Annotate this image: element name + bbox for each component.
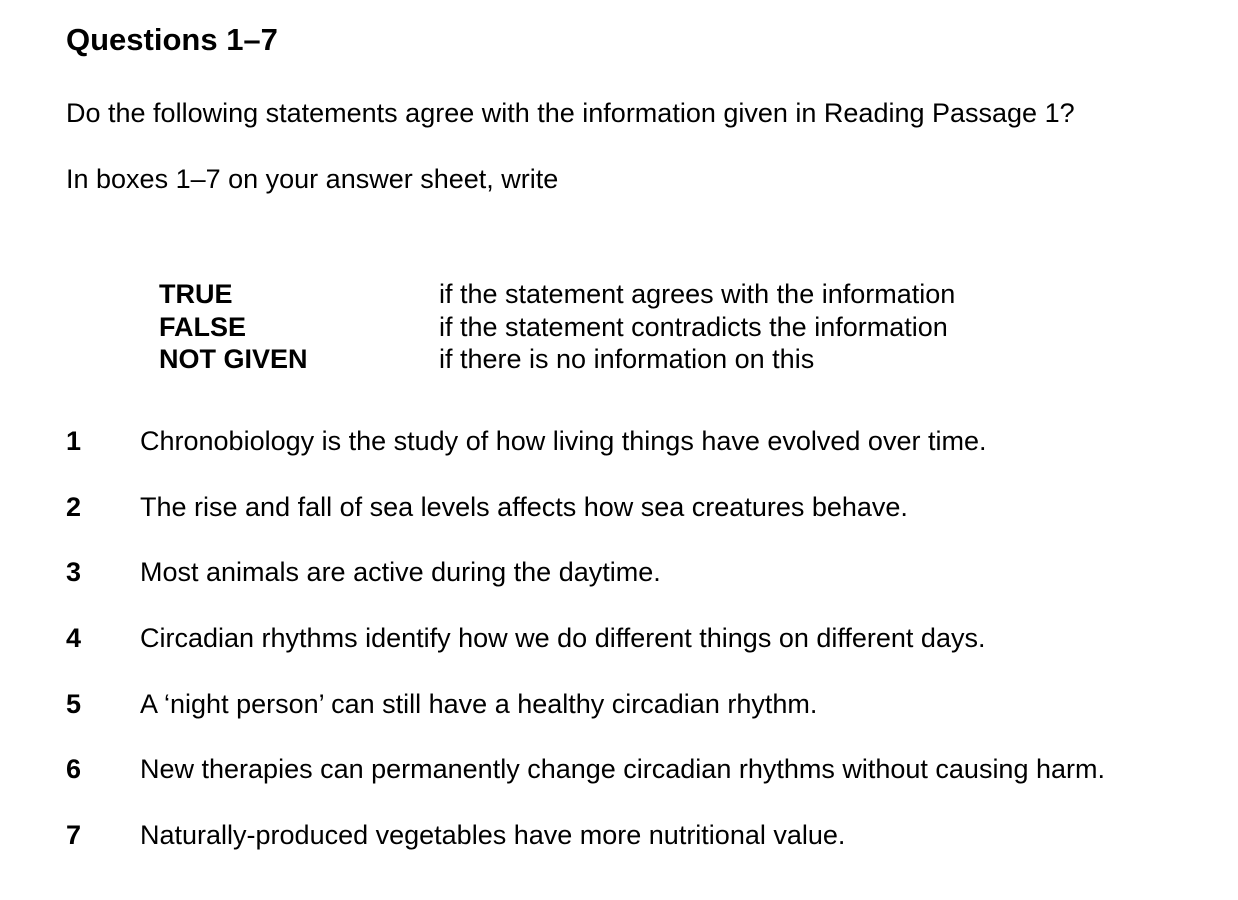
key-description: if the statement agrees with the information	[439, 279, 956, 309]
statement-text: New therapies can permanently change circadian rhythms without causing harm.	[140, 754, 1105, 785]
statement-number: 7	[66, 820, 82, 851]
statement-number: 1	[66, 426, 82, 456]
statement-text: Naturally-produced vegetables have more nutritional value.	[140, 820, 846, 851]
key-description: if there is no information on this	[439, 344, 815, 374]
statement-text: Chronobiology is the study of how living things have evolved over time.	[140, 426, 987, 456]
statement-number: 3	[66, 557, 82, 588]
page-title: Questions 1–7	[66, 22, 278, 57]
statement-number: 2	[66, 491, 82, 522]
instruction-answer-sheet: In boxes 1–7 on your answer sheet, write	[66, 164, 559, 194]
key-term: TRUE	[159, 279, 233, 309]
statement-text: The rise and fall of sea levels affects how sea creatures behave.	[140, 491, 908, 522]
statement-text: Most animals are active during the daytime.	[140, 557, 661, 588]
statement-number: 6	[66, 754, 82, 785]
key-description: if the statement contradicts the information	[439, 311, 948, 342]
instruction-question: Do the following statements agree with the information given in Reading Passage 1?	[66, 98, 1075, 128]
statement-text: Circadian rhythms identify how we do different things on different days.	[140, 623, 986, 654]
key-term: NOT GIVEN	[159, 344, 308, 374]
statement-number: 5	[66, 688, 82, 719]
statement-text: A ‘night person’ can still have a healthy circadian rhythm.	[140, 688, 818, 719]
statement-number: 4	[66, 623, 82, 654]
key-term: FALSE	[159, 311, 247, 342]
